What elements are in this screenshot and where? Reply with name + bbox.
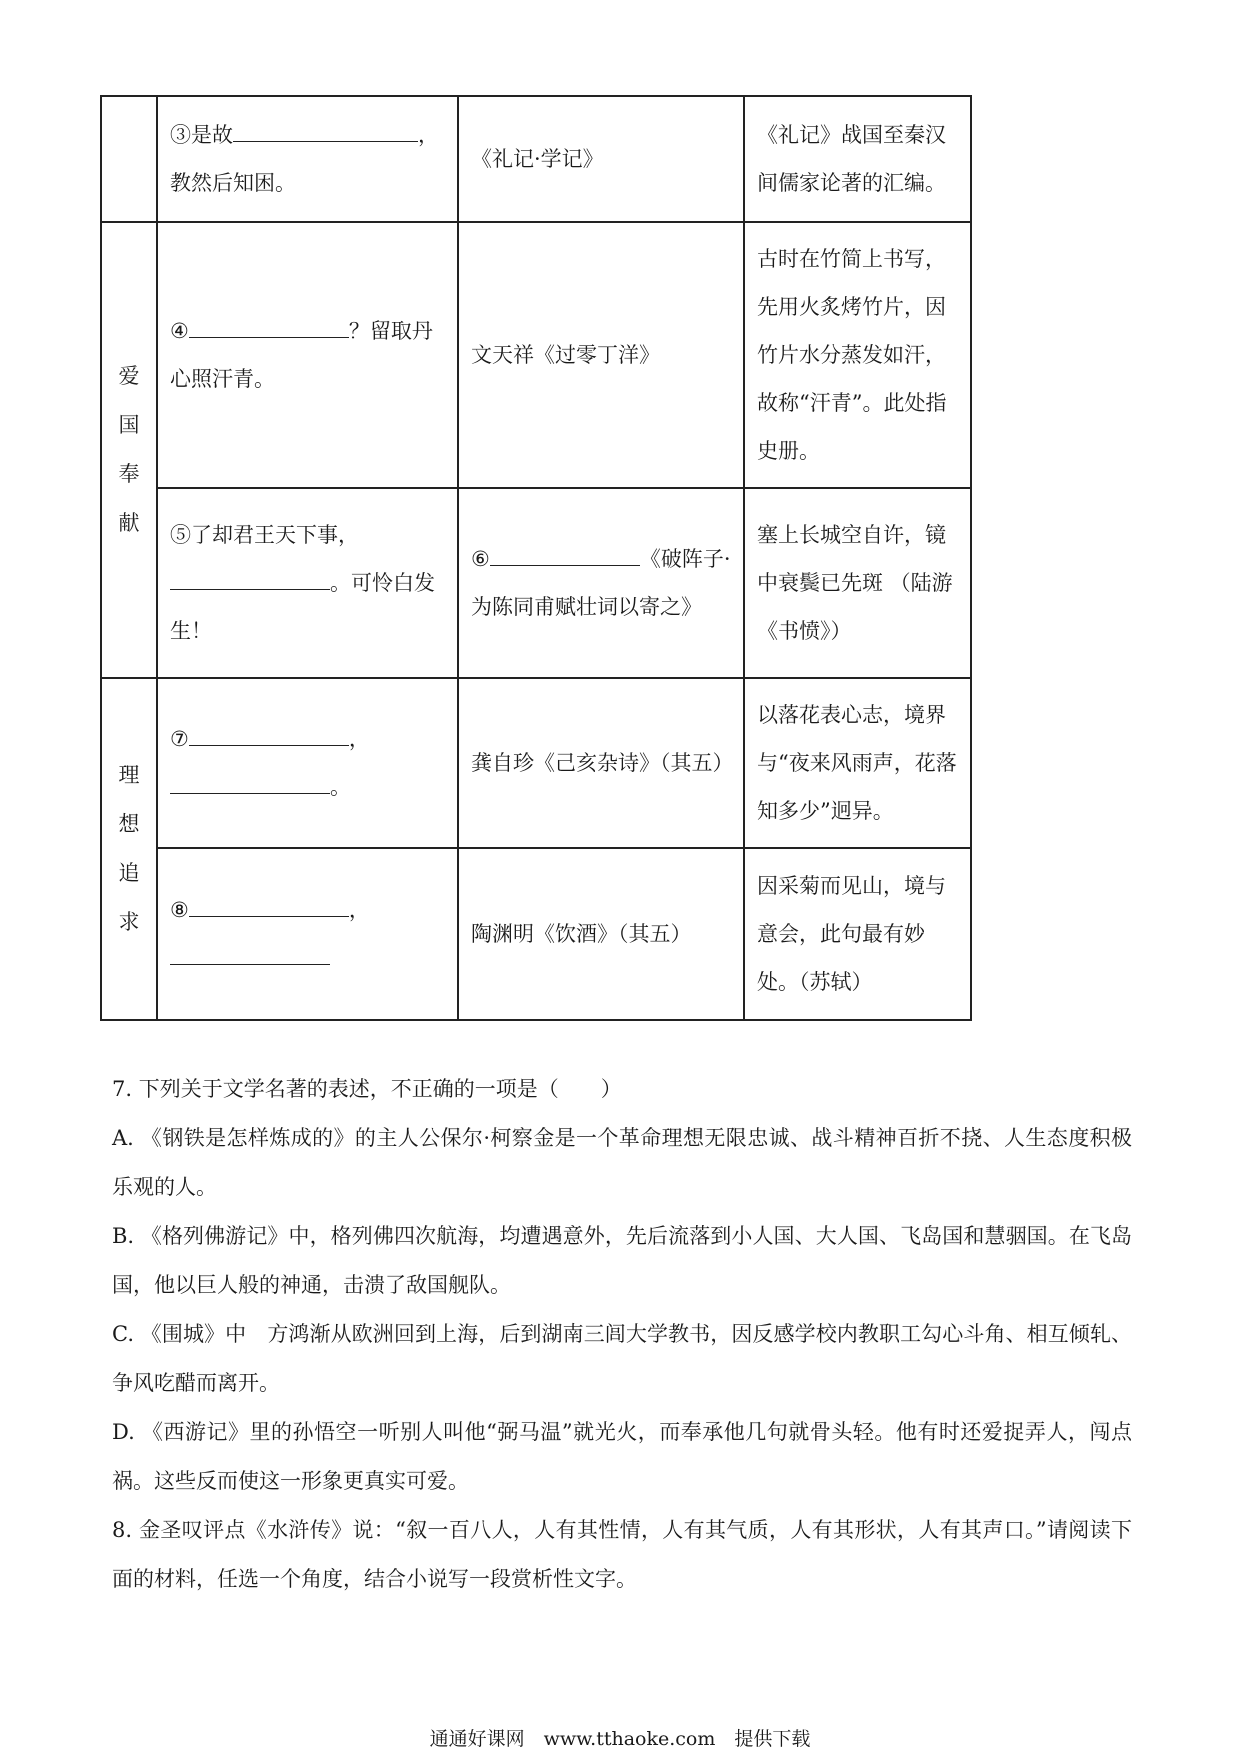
table-row — [101, 678, 971, 848]
note-cell: 塞上长城空自许，镜中衰鬓已先斑 （陆游《书愤》） — [744, 488, 971, 678]
category-cell-empty — [101, 96, 157, 222]
question-8-stem: 8. 金圣叹评点《水浒传》说：“叙一百八人，人有其性情，人有其气质，人有其形状，人有其声口。”请阅读下面的材料，任选一个角度，结合小说写一段赏析性文字。 — [112, 1518, 1132, 1591]
table-row — [101, 848, 971, 1020]
table-row — [101, 488, 971, 678]
verse-cell: ④ ？留取丹心照汗青。 — [157, 222, 458, 488]
poem-table — [100, 95, 972, 1021]
verse-cell: ③是故 ，教然后知困。 — [157, 96, 458, 222]
fill-blank[interactable] — [490, 543, 640, 566]
note-cell: 古时在竹简上书写，先用火炙烤竹片，因竹片水分蒸发如汗，故称“汗青”。此处指史册。 — [744, 222, 971, 488]
source-cell: ⑥ 《破阵子·为陈同甫赋壮词以寄之》 — [458, 488, 744, 678]
note-cell: 以落花表心志，境界与“夜来风雨声，花落知多少”迥异。 — [744, 678, 971, 848]
fill-blank[interactable] — [189, 723, 349, 746]
category-ideals: 理 想 追 求 — [101, 678, 157, 1020]
source-cell: 文天祥《过零丁洋》 — [458, 222, 744, 488]
question-7-stem: 7. 下列关于文学名著的表述，不正确的一项是（ ） — [112, 1077, 622, 1101]
note-cell: 《礼记》战国至秦汉间儒家论著的汇编。 — [744, 96, 971, 222]
fill-blank[interactable] — [170, 567, 330, 590]
verse-cell: ⑧ ， — [157, 848, 458, 1020]
note-cell: 因采菊而见山，境与意会，此句最有妙处。（苏轼） — [744, 848, 971, 1020]
source-cell: 《礼记·学记》 — [458, 96, 744, 222]
fill-blank[interactable] — [189, 894, 349, 917]
fill-blank[interactable] — [170, 942, 330, 965]
page-footer: 通通好课网 www.tthaoke.com 提供下载 — [429, 1728, 811, 1750]
verse-cell: ⑤了却君王天下事， 。可怜白发生！ — [157, 488, 458, 678]
question-7-option-b: B. 《格列佛游记》中，格列佛四次航海，均遭遇意外，先后流落到小人国、大人国、飞岛国和慧骃国。在飞岛国，他以巨人般的神通，击溃了敌国舰队。 — [112, 1224, 1132, 1297]
fill-blank[interactable] — [170, 771, 330, 794]
questions-section — [112, 1065, 1132, 1604]
fill-blank[interactable] — [189, 315, 349, 338]
source-cell: 龚自珍《己亥杂诗》（其五） — [458, 678, 744, 848]
source-cell: 陶渊明《饮酒》（其五） — [458, 848, 744, 1020]
question-7-option-d: D. 《西游记》里的孙悟空一听别人叫他“弼马温”就光火，而奉承他几句就骨头轻。他有时还爱捉弄人，闯点祸。这些反而使这一形象更真实可爱。 — [112, 1420, 1132, 1493]
verse-cell: ⑦ ， 。 — [157, 678, 458, 848]
question-7-option-a: A. 《钢铁是怎样炼成的》的主人公保尔·柯察金是一个革命理想无限忠诚、战斗精神百折不挠、人生态度积极乐观的人。 — [112, 1126, 1132, 1199]
question-7-option-c: C. 《围城》中 方鸿渐从欧洲回到上海，后到湖南三闾大学教书，因反感学校内教职工勾心斗角、相互倾轧、争风吃醋而离开。 — [112, 1322, 1132, 1395]
fill-blank[interactable] — [233, 119, 418, 142]
table-row — [101, 96, 971, 222]
table-row — [101, 222, 971, 488]
category-patriotic: 爱 国 奉 献 — [101, 222, 157, 678]
